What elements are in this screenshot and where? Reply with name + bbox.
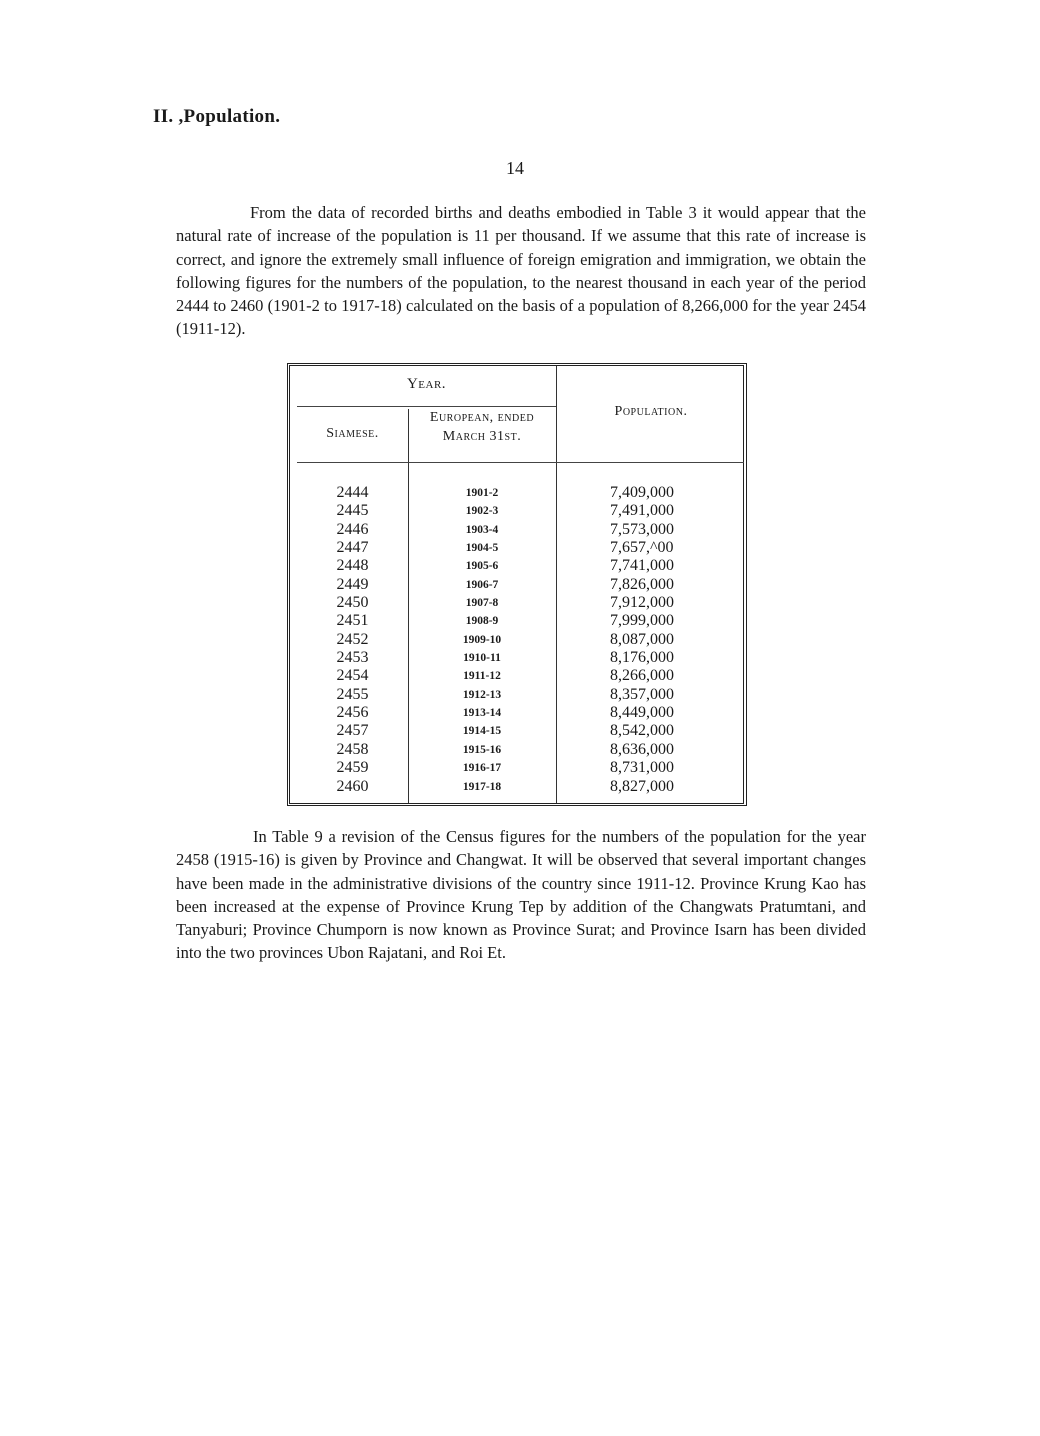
siamese-year-cell: 2458 <box>336 740 369 758</box>
population-cell: 8,636,000 <box>610 740 674 758</box>
population-cell: 8,176,000 <box>610 649 674 667</box>
european-year-cell: 1907-8 <box>465 597 499 610</box>
population-cell: 7,573,000 <box>610 520 674 538</box>
european-year-cell: 1901-2 <box>465 487 499 499</box>
siamese-year-cell: 2454 <box>336 667 369 685</box>
siamese-year-cell: 2444 <box>336 484 369 501</box>
population-cell: 8,087,000 <box>610 630 674 648</box>
population-table <box>287 363 747 806</box>
siamese-year-cell: 2449 <box>336 575 369 593</box>
siamese-year-cell: 2459 <box>336 759 369 777</box>
siamese-year-cell: 2450 <box>336 594 369 612</box>
population-cell: 8,827,000 <box>610 777 674 795</box>
table-row <box>290 557 743 575</box>
table-row <box>290 741 743 759</box>
siamese-year-cell: 2452 <box>336 630 369 648</box>
table-row <box>290 521 743 539</box>
table-row <box>290 778 743 796</box>
table-row <box>290 667 743 685</box>
european-year-cell: 1917-18 <box>462 780 502 793</box>
table-row <box>290 484 743 502</box>
table-row <box>290 759 743 777</box>
european-year-cell: 1908-9 <box>465 615 499 628</box>
siamese-year-cell: 2455 <box>336 685 369 703</box>
european-year-cell: 1904-5 <box>465 542 499 555</box>
siamese-year-cell: 2456 <box>336 704 369 722</box>
population-cell: 7,912,000 <box>610 594 674 612</box>
population-cell: 7,999,000 <box>610 612 674 630</box>
population-cell: 8,266,000 <box>610 667 674 685</box>
table-row <box>290 686 743 704</box>
intro-paragraph: From the data of recorded births and deaths embodied in Table 3 it would appear that the natural rate of increase of the population is 11 per thousand. If we assume that this rate of increase is correct, and ignore the extremely small influence of foreign emigration and immigration, we obtain the following figures for the numbers of the population, to the nearest thousand in each year of the period 2444 to 2460 (1901-2 to 1917-18) calculated on the basis of a population of 8,266,000 for the year 2454 (1911-12). <box>176 203 866 339</box>
european-year-cell: 1913-14 <box>462 707 502 720</box>
european-year-cell: 1902-3 <box>465 505 499 518</box>
siamese-year-cell: 2445 <box>336 502 369 520</box>
page-number: 14 <box>506 158 524 178</box>
siamese-year-cell: 2457 <box>336 722 369 740</box>
european-year-cell: 1915-16 <box>462 743 502 756</box>
siamese-year-cell: 2453 <box>336 649 369 667</box>
table-row <box>290 539 743 557</box>
table-row <box>290 649 743 667</box>
european-year-cell: 1903-4 <box>465 523 499 536</box>
revision-paragraph: In Table 9 a revision of the Census figures for the numbers of the population for the year 2458 (1915-16) is given by Province and Changwat. It will be observed that several important changes have been made in the administrative divisions of the country since 1911-12. Province Krung Kao has been increased at the expense of Province Krung Tep by addition of the Changwats Pratumtani, and Tanyaburi; Province Chumporn is now known as Province Surat; and Province Isarn has been divided into the two provinces Ubon Rajatani, and Roi Et. <box>176 827 866 963</box>
siamese-year-cell: 2447 <box>336 539 369 557</box>
european-year-cell: 1905-6 <box>465 560 499 573</box>
population-cell: 7,409,000 <box>610 484 674 501</box>
european-year-cell: 1916-17 <box>462 762 502 775</box>
european-year-cell: 1912-13 <box>462 688 502 701</box>
population-cell: 7,491,000 <box>610 502 674 520</box>
table-row <box>290 722 743 740</box>
european-year-cell: 1909-10 <box>462 633 502 646</box>
european-year-cell: 1906-7 <box>465 578 499 591</box>
header-rule <box>297 462 744 463</box>
siamese-header: Siamese. <box>326 426 379 441</box>
table-row <box>290 704 743 722</box>
european-year-cell: 1911-12 <box>463 670 501 683</box>
population-cell: 7,826,000 <box>610 575 674 593</box>
european-header: European, ended March 31st. <box>429 410 535 444</box>
population-cell: 7,657,^00 <box>610 539 674 557</box>
siamese-year-cell: 2460 <box>336 777 369 795</box>
siamese-year-cell: 2451 <box>336 612 369 630</box>
header-rule <box>297 406 556 407</box>
table-row <box>290 631 743 649</box>
table-row <box>290 594 743 612</box>
year-header: Year. <box>406 376 447 392</box>
table-body <box>290 484 743 796</box>
table-row <box>290 612 743 630</box>
population-cell: 8,731,000 <box>610 759 674 777</box>
population-cell: 7,741,000 <box>610 557 674 575</box>
table-row <box>290 502 743 520</box>
population-header: Population. <box>614 404 688 419</box>
european-year-cell: 1910-11 <box>463 652 501 665</box>
population-cell: 8,542,000 <box>610 722 674 740</box>
section-heading: II. ,Population. <box>153 106 281 127</box>
population-cell: 8,357,000 <box>610 685 674 703</box>
siamese-year-cell: 2448 <box>336 557 369 575</box>
european-year-cell: 1914-15 <box>462 725 502 738</box>
table-row <box>290 576 743 594</box>
population-cell: 8,449,000 <box>610 704 674 722</box>
siamese-year-cell: 2446 <box>336 520 369 538</box>
